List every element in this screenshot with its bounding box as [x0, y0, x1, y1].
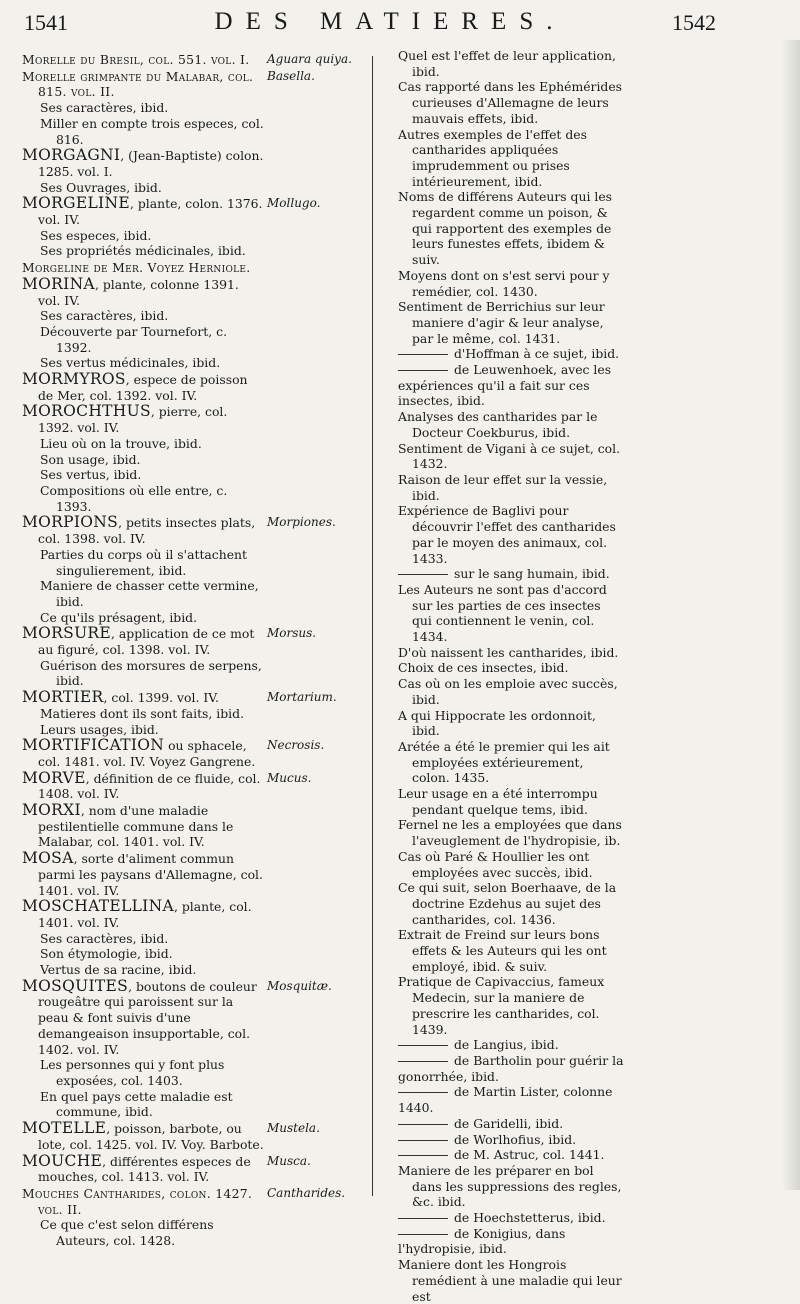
sub-entry — [398, 441, 624, 472]
entry-text: D'où naissent les cantharides, ibid. — [398, 644, 619, 660]
ditto-dash — [398, 1155, 448, 1156]
sub-entry: Ce que c'est selon différens Auteurs, col. 1428. — [40, 1217, 214, 1249]
entry-text: Choix de ces insectes, ibid. — [398, 660, 569, 676]
entry-text: Fernel ne les a employées que dans l'aveuglement de l'hydropisie, ib. — [398, 817, 622, 849]
sub-entry: Son étymologie, ibid. — [40, 946, 173, 962]
sub-entry: Guérison des morsures de serpens, ibid. — [40, 657, 262, 689]
index-entry — [22, 851, 364, 898]
sub-entry: En quel pays cette maladie est commune, ibid. — [40, 1088, 233, 1120]
sub-entry: Vertus de sa racine, ibid. — [40, 962, 197, 978]
ditto-dash — [398, 1092, 448, 1093]
index-entry — [22, 1186, 364, 1249]
entry-heading: MOSCHATELLINA, plante, col. 1401. vol. IV. — [22, 897, 252, 930]
entry-heading: MOSQUITES, boutons de couleur rougeâtre qui paroissent sur la peau & font suivis d'une demangeaison insupportable, col. 1402. vol. IV. — [22, 976, 257, 1057]
sub-entry — [398, 48, 624, 79]
index-entry — [22, 899, 364, 978]
continued-entry — [398, 1053, 624, 1084]
index-entry — [22, 274, 364, 371]
sub-entry: Parties du corps où il s'attachent singulierement, ibid. — [40, 546, 248, 578]
entry-heading: Morelle grimpante du Malabar, col. 815. vol. II. — [22, 68, 254, 100]
ditto-dash — [398, 1218, 448, 1219]
entry-heading: MORVE, définition de ce fluide, col. 1408. vol. IV. — [22, 768, 261, 802]
sub-entry: Leurs usages, ibid. — [40, 721, 159, 737]
index-entry — [22, 803, 364, 850]
entry-text: Pratique de Capivaccius, fameux Medecin, sur la maniere de prescrire les cantharides, col. 1439. — [398, 974, 605, 1037]
entry-text: de Hoechstetterus, ibid. — [454, 1210, 606, 1226]
entry-heading: MORPIONS, petits insectes plats, col. 1398. vol. IV. — [22, 513, 256, 547]
sub-entry: Ses caractères, ibid. — [40, 100, 169, 116]
ditto-dash — [398, 1045, 448, 1046]
entry-heading: MORTIER, col. 1399. vol. IV. — [22, 688, 219, 707]
sub-entry — [398, 582, 624, 645]
entry-text: de Martin Lister, colonne 1440. — [398, 1084, 613, 1116]
latin-term: Morpiones. — [267, 515, 336, 530]
entry-heading: MORTIFICATION ou sphacele, col. 1481. vol. IV. Voyez Gangrene. — [22, 736, 256, 769]
sub-entry: Ce qu'ils présagent, ibid. — [40, 609, 198, 625]
right-column — [398, 48, 624, 1304]
sub-entry — [398, 409, 624, 440]
latin-term: Musca. — [267, 1153, 311, 1168]
entry-text: de Garidelli, ibid. — [454, 1115, 564, 1131]
entry-heading: Morelle du Bresil, col. 551. vol. I. — [22, 52, 250, 67]
latin-term: Mustela. — [267, 1121, 320, 1136]
column-rule — [372, 56, 373, 1196]
sub-entry — [398, 708, 624, 739]
entry-text: Raison de leur effet sur la vessie, ibid. — [398, 471, 608, 503]
entry-text: Expérience de Baglivi pour découvrir l'effet des cantharides par le moyen des animaux, col. 1433. — [398, 503, 616, 566]
sub-entry: Compositions où elle entre, c. 1393. — [40, 482, 228, 514]
sub-entry — [398, 660, 624, 676]
entry-text: Moyens dont on s'est servi pour y remédier, col. 1430. — [398, 267, 610, 299]
entry-text: Arétée a été le premier qui les ait employées extérieurement, colon. 1435. — [398, 738, 610, 786]
continued-entry — [398, 1116, 624, 1132]
sub-entry — [398, 645, 624, 661]
entry-text: de Worlhofius, ibid. — [454, 1131, 577, 1147]
entry-text: Les Auteurs ne sont pas d'accord sur les parties de ces insectes qui contiennent le venin, col. 1434. — [398, 581, 607, 645]
entry-text: A qui Hippocrate les ordonnoit, ibid. — [398, 707, 596, 739]
sub-entry: Ses propriétés médicinales, ibid. — [40, 243, 246, 259]
sub-entry — [398, 127, 624, 190]
ditto-dash — [398, 1140, 448, 1141]
sub-entry: Ses Ouvrages, ibid. — [40, 179, 162, 195]
continued-entry — [398, 1147, 624, 1163]
index-entry — [22, 52, 364, 68]
ditto-dash — [398, 1124, 448, 1125]
latin-term: Mortarium. — [267, 690, 337, 705]
entry-heading: Mouches Cantharides, colon. 1427. vol. II. — [22, 1185, 253, 1217]
sub-entry: Miller en compte trois especes, col. 816. — [40, 115, 264, 147]
entry-text: Quel est l'effet de leur application, ibid. — [398, 48, 616, 79]
running-title: DES MATIERES. — [214, 8, 566, 35]
entry-heading: MORGELINE, plante, colon. 1376. vol. IV. — [22, 194, 263, 228]
sub-entry — [398, 974, 624, 1037]
entry-text: Sentiment de Berrichius sur leur maniere d'agir & leur analyse, par le même, col. 1431. — [398, 299, 605, 346]
entry-heading: MOTELLE, poisson, barbote, ou lote, col. 1425. vol. IV. Voy. Barbote. — [22, 1119, 264, 1152]
index-entry — [22, 404, 364, 514]
entry-heading: MORSURE, application de ce mot au figuré, col. 1398. vol. IV. — [22, 624, 255, 658]
entry-heading: MORXI, nom d'une maladie pestilentielle commune dans le Malabar, col. 1401. vol. IV. — [22, 801, 234, 850]
ditto-dash — [398, 354, 448, 355]
entry-text: de Leuwenhoek, avec les expériences qu'il a fait sur ces insectes, ibid. — [398, 362, 612, 409]
latin-term: Basella. — [267, 68, 315, 83]
sub-entry — [398, 299, 624, 346]
entry-heading: MOROCHTHUS, pierre, col. 1392. vol. IV. — [22, 402, 228, 436]
sub-entry: Son usage, ibid. — [40, 451, 141, 467]
index-entry — [22, 148, 364, 195]
left-column — [22, 52, 364, 1250]
index-entry — [22, 515, 364, 625]
entry-text: de Langius, ibid. — [454, 1037, 559, 1053]
index-entry — [22, 69, 364, 148]
entry-text: Cas où Paré & Houllier les ont employées avec succès, ibid. — [398, 848, 593, 880]
entry-text: Autres exemples de l'effet des cantharides appliquées imprudemment ou prises intérieurement, ibid. — [398, 126, 587, 189]
sub-entry: Lieu où on la trouve, ibid. — [40, 435, 202, 451]
continued-entry — [398, 362, 624, 409]
entry-text: de Konigius, dans l'hydropisie, ibid. — [398, 1225, 566, 1257]
sub-entry: Ses caractères, ibid. — [40, 308, 169, 324]
sub-entry — [398, 927, 624, 974]
index-entry — [22, 260, 364, 276]
entry-text: Maniere dont les Hongrois remédient à une maladie qui leur est — [398, 1257, 622, 1304]
continued-entry — [398, 1037, 624, 1053]
continued-entry — [398, 346, 624, 362]
sub-entry: Matieres dont ils sont faits, ibid. — [40, 705, 245, 721]
entry-text: Ce qui suit, selon Boerhaave, de la doctrine Ezdehus au sujet des cantharides, col. 1436. — [398, 880, 617, 927]
sub-entry: Découverte par Tournefort, c. 1392. — [40, 323, 228, 355]
entry-text: Extrait de Freind sur leurs bons effets & les Auteurs qui les ont employé, ibid. & suiv. — [398, 927, 607, 974]
index-entry — [22, 1121, 364, 1152]
entry-text: de M. Astruc, col. 1441. — [454, 1147, 605, 1163]
sub-entry — [398, 739, 624, 786]
sub-entry — [398, 503, 624, 566]
index-entry — [22, 976, 364, 1120]
latin-term: Necrosis. — [267, 738, 325, 753]
sub-entry: Maniere de chasser cette vermine, ibid. — [40, 578, 259, 609]
page-edge-shadow — [782, 40, 800, 1190]
sub-entry — [398, 817, 624, 848]
entry-text: Sentiment de Vigani à ce sujet, col. 1432. — [398, 440, 621, 472]
entry-text: Analyses des cantharides par le Docteur Coekburus, ibid. — [398, 409, 598, 440]
ditto-dash — [398, 574, 448, 575]
ditto-dash — [398, 1061, 448, 1062]
sub-entry — [398, 79, 624, 126]
latin-term: Morsus. — [267, 626, 317, 641]
sub-entry: Ses vertus, ibid. — [40, 467, 142, 483]
entry-text: Leur usage en a été interrompu pendant quelque tems, ibid. — [398, 786, 598, 817]
entry-heading: MORINA, plante, colonne 1391. vol. IV. — [22, 274, 239, 308]
entry-heading: Morgeline de Mer. Voyez Herniole. — [22, 260, 251, 276]
continued-entry — [398, 1084, 624, 1115]
page-header — [0, 10, 800, 44]
ditto-dash — [398, 370, 448, 371]
latin-term: Mollugo. — [267, 196, 321, 211]
entry-heading: MOSA, sorte d'aliment commun parmi les paysans d'Allemagne, col. 1401. vol. IV. — [22, 849, 263, 898]
entry-text: Cas rapporté dans les Ephémérides curieuses d'Allemagne de leurs mauvais effets, ibid. — [398, 79, 623, 126]
index-entry — [22, 768, 364, 802]
sub-entry — [398, 1257, 624, 1304]
entry-heading: MORGAGNI, (Jean-Baptiste) colon. 1285. vol. I. — [22, 146, 264, 179]
sub-entry — [398, 268, 624, 299]
continued-entry — [398, 566, 624, 582]
sub-entry — [398, 472, 624, 503]
latin-term: Cantharides. — [267, 1185, 346, 1200]
sub-entry: Ses caractères, ibid. — [40, 930, 169, 946]
sub-entry: Ses vertus médicinales, ibid. — [40, 355, 221, 371]
sub-entry — [398, 1163, 624, 1210]
entry-heading: MORMYROS, espece de poisson de Mer, col. 1392. vol. IV. — [22, 370, 248, 403]
entry-text: sur le sang humain, ibid. — [454, 566, 610, 582]
sub-entry: Ses especes, ibid. — [40, 227, 152, 243]
entry-text: Cas où on les emploie avec succès, ibid. — [398, 676, 618, 707]
sub-entry — [398, 880, 624, 927]
index-entry — [22, 1151, 364, 1185]
index-entry — [22, 372, 364, 403]
entry-heading: MOUCHE, différentes especes de mouches, col. 1413. vol. IV. — [22, 1151, 251, 1185]
right-page-number: 1542 — [672, 10, 716, 35]
entry-text: d'Hoffman à ce sujet, ibid. — [454, 346, 620, 362]
latin-term: Aguara quiya. — [267, 52, 352, 66]
continued-entry — [398, 1132, 624, 1148]
continued-entry — [398, 1226, 624, 1257]
sub-entry: Les personnes qui y font plus exposées, col. 1403. — [40, 1057, 225, 1088]
index-entry — [22, 196, 364, 259]
index-entry — [22, 626, 364, 689]
index-entry — [22, 690, 364, 737]
sub-entry — [398, 189, 624, 268]
left-page-number: 1541 — [24, 10, 68, 35]
latin-term: Mosquitæ. — [267, 978, 332, 993]
sub-entry — [398, 676, 624, 707]
index-entry — [22, 738, 364, 769]
entry-text: Maniere de les préparer en bol dans les suppressions des regles, &c. ibid. — [398, 1162, 622, 1210]
continued-entry — [398, 1210, 624, 1226]
sub-entry — [398, 849, 624, 880]
latin-term: Mucus. — [267, 770, 312, 785]
sub-entry — [398, 786, 624, 817]
entry-text: Noms de différens Auteurs qui les regardent comme un poison, & qui rapportent des exemples de leurs funestes effets, ibidem & suiv. — [398, 189, 613, 268]
entry-text: de Bartholin pour guérir la gonorrhée, ibid. — [398, 1053, 624, 1084]
